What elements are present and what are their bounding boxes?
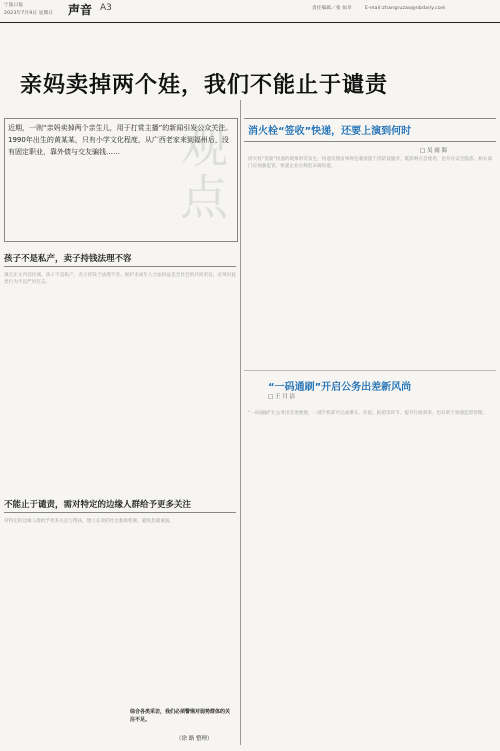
article1-author: （徐 路 整理） [176,736,213,742]
article3-author: □ 王 月 洁 [268,394,295,400]
issue-date: 2023年7月9日 星期日 [4,11,54,16]
article2-title: 消火栓“签收”快递，还要上演到何时 [248,126,412,137]
article3-body: “一码通刷”让公务出差更便捷，一部手机即可完成乘车、住宿、报销等环节，提升行政效率，也有助于加强监督管理。 [248,411,488,416]
newspaper-name: 宁波日报 [4,3,24,8]
subhead2-line [4,512,236,513]
article1-subhead: 孩子不是私产，卖子持钱法理不容 [4,254,132,264]
header-rule [0,22,500,23]
observer-label: 观点 [180,118,229,226]
intro-text: 近期，一则“亲妈卖掉两个亲生儿，用于打赏主播”的新闻引发公众关注。1990年出生的黄某某，只有小学文化程度，从广西老家来到福州后，没有固定职业，靠外债与交友骗钱…… [8,124,233,156]
article-separator [244,370,496,371]
article3-title: “一码通刷”开启公务出差新风尚 [268,382,412,393]
editor-label: 责任编辑／张 如早 [312,6,353,11]
column-divider [240,100,241,745]
article1-subhead2: 不能止于谴责，需对特定的边缘人群给予更多关注 [4,500,192,510]
article2-author: □ 吴 雨 海 [420,148,447,154]
subhead-line [4,266,236,267]
article1-closing: 综合各类采访，我们必须警惕对弱势群体的关注不足。 [130,709,231,723]
email-text: E-mail:zhangruzao@nbdaily.com [365,6,446,11]
page-headline: 亲妈卖掉两个娃，我们不能止于谴责 [20,73,389,98]
page-code: A3 [100,3,112,13]
article1-body2: 对特定的边缘人群给予更多关注与帮扶，建立长效的社会救助机制，避免悲剧重演。 [4,519,174,524]
section-name: 声音 [68,3,93,17]
article2-body: 消火栓“签收”快递的现象时有发生，快递员图省事将包裹放置于消防设施旁，既影响应急使用，也存在安全隐患。相关部门应加强监管，快递企业应规范末端投递。 [248,157,492,170]
article1-body1: 观点正文内容区域，孩子不是私产，卖子持钱于法理不容。保护未成年人合法权益是全社会的共同责任，必须对此类行为予以严厉打击。 [4,273,236,286]
